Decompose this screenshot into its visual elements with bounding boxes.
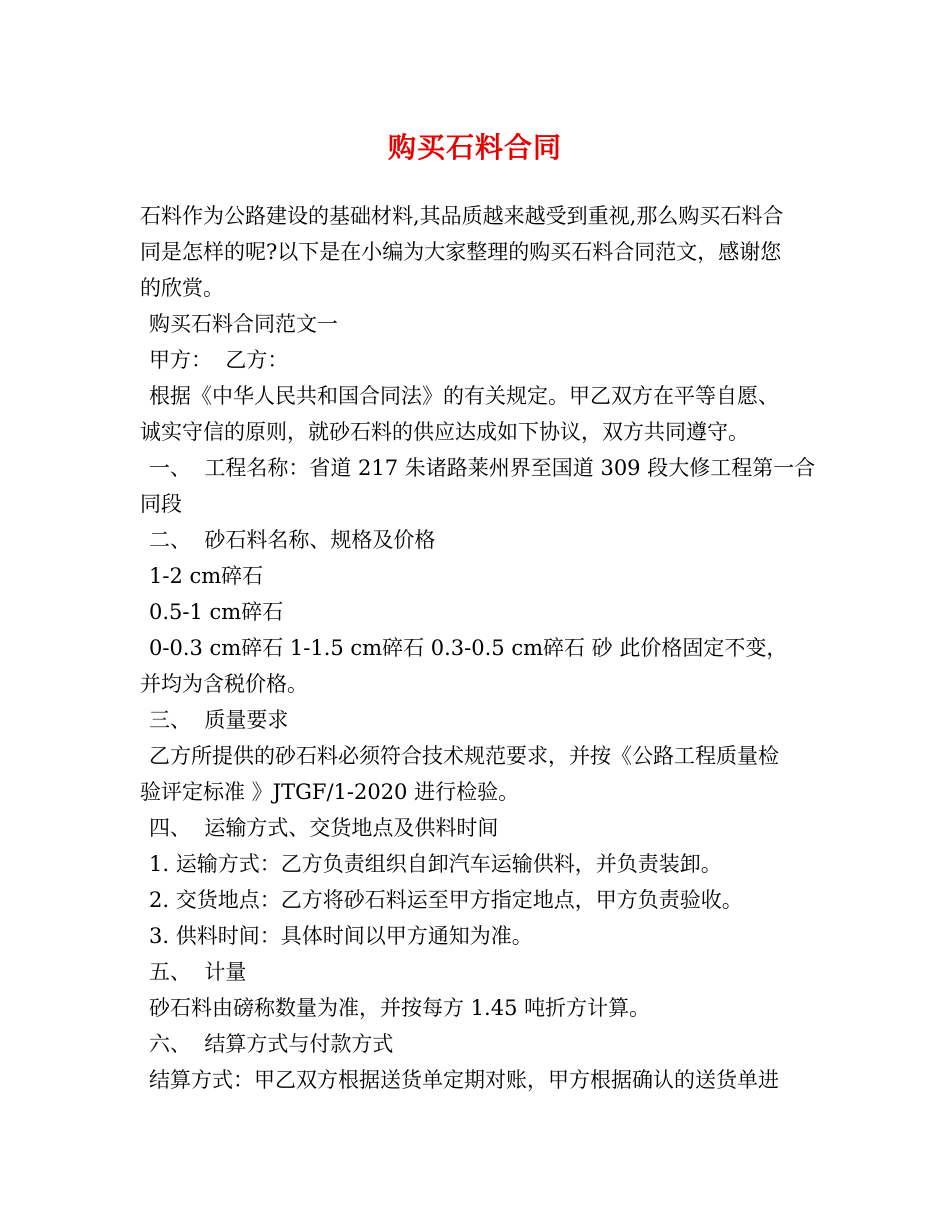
- text-line: 0-0.3 cm碎石 1-1.5 cm碎石 0.3-0.5 cm碎石 砂 此价格固定不变，: [149, 636, 788, 660]
- text-line: 同是怎样的呢?以下是在小编为大家整理的购买石料合同范文，感谢您: [140, 240, 782, 264]
- text-line: 五、 计量: [149, 960, 247, 984]
- text-line: 购买石料合同范文一: [149, 312, 338, 336]
- text-line: 并均为含税价格。: [140, 672, 308, 696]
- text-line: 石料作为公路建设的基础材料,其品质越来越受到重视,那么购买石料合: [140, 204, 784, 228]
- text-line: 砂石料由磅称数量为准，并按每方 1.45 吨折方计算。: [149, 996, 651, 1020]
- text-line: 乙方所提供的砂石料必须符合技术规范要求，并按《公路工程质量检: [149, 744, 779, 768]
- text-line: 甲方： 乙方：: [149, 348, 289, 372]
- text-line: 1-2 cm碎石: [149, 564, 264, 588]
- text-line: 一、 工程名称：省道 217 朱诸路莱州界至国道 309 段大修工程第一合: [149, 456, 816, 480]
- text-line: 结算方式：甲乙双方根据送货单定期对账，甲方根据确认的送货单进: [149, 1068, 779, 1092]
- text-line: 四、 运输方式、交货地点及供料时间: [149, 816, 499, 840]
- text-line: 二、 砂石料名称、规格及价格: [149, 528, 436, 552]
- document-body: [140, 198, 820, 1098]
- text-line: 1. 运输方式：乙方负责组织自卸汽车运输供料，并负责装卸。: [149, 852, 722, 876]
- text-line: 0.5-1 cm碎石: [149, 600, 284, 624]
- text-line: 根据《中华人民共和国合同法》的有关规定。甲乙双方在平等自愿、: [149, 384, 779, 408]
- text-line: 的欣赏。: [140, 276, 224, 300]
- text-line: 三、 质量要求: [149, 708, 289, 732]
- page-title: 购买石料合同: [387, 131, 562, 164]
- text-line: 验评定标准 》JTGF/1-2020 进行检验。: [140, 780, 520, 804]
- text-line: 诚实守信的原则，就砂石料的供应达成如下协议，双方共同遵守。: [140, 420, 749, 444]
- text-line: 3. 供料时间：具体时间以甲方通知为准。: [149, 924, 533, 948]
- text-line: 六、 结算方式与付款方式: [149, 1032, 394, 1056]
- text-line: 同段: [140, 492, 182, 516]
- text-line: 2. 交货地点：乙方将砂石料运至甲方指定地点，甲方负责验收。: [149, 888, 743, 912]
